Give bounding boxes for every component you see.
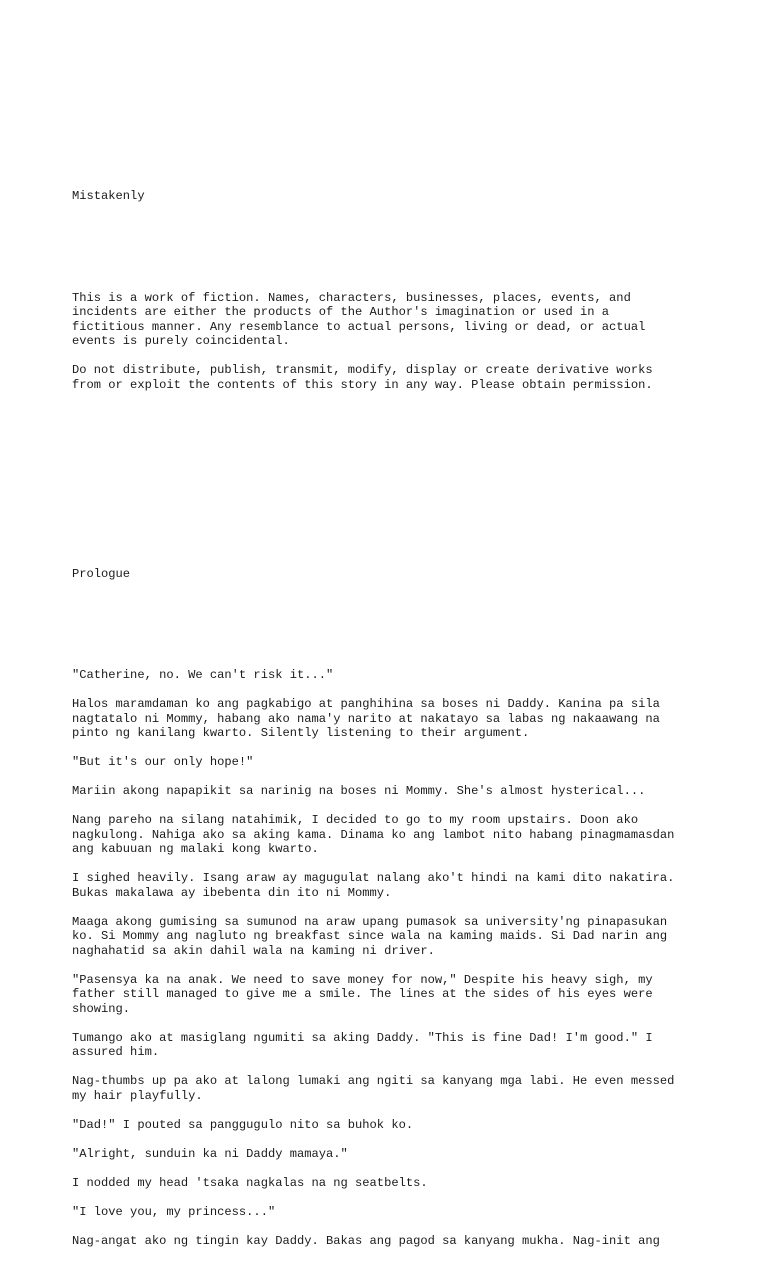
- text-line: Bukas makalawa ay ibebenta din ito ni Mommy.: [72, 885, 392, 900]
- chapter-heading: [72, 538, 732, 611]
- document-title: [72, 160, 732, 233]
- text-line: I sighed heavily. Isang araw ay magugulat nalang ako't hindi na kami dito nakatira.: [72, 871, 675, 885]
- text-line: "Pasensya ka na anak. We need to save money for now," Despite his heavy sigh, my: [72, 972, 653, 987]
- text-line: I nodded my head 'tsaka nagkalas na ng seatbelts.: [72, 1175, 428, 1190]
- text-line: ang kabuuan ng malaki kong kwarto.: [72, 842, 319, 856]
- text-line: father still managed to give me a smile. The lines at the sides of his eyes were: [72, 987, 653, 1001]
- text-line: nagtatalo ni Mommy, habang ako nama'y narito at nakatayo sa labas ng nakaawang na: [72, 711, 660, 726]
- text-line: Prologue: [72, 566, 131, 581]
- disclaimer-paragraph: [72, 291, 732, 349]
- text-line: showing.: [72, 1001, 131, 1016]
- text-line: incidents are either the products of the Author's imagination or used in a: [72, 305, 610, 319]
- story-paragraph: [72, 1031, 732, 1060]
- story-paragraph: [72, 1176, 732, 1191]
- text-line: Halos maramdaman ko ang pagkabigo at panghihina sa boses ni Daddy. Kanina pa sila: [72, 697, 660, 711]
- text-line: Mistakenly: [72, 189, 145, 203]
- text-line: my hair playfully.: [72, 1088, 203, 1103]
- text-line: "Alright, sunduin ka ni Daddy mamaya.": [72, 1146, 348, 1161]
- story-body: [72, 668, 732, 1248]
- text-line: Do not distribute, publish, transmit, modify, display or create derivative works: [72, 363, 653, 377]
- story-paragraph: [72, 813, 732, 857]
- text-line: Mariin akong napapikit sa narinig na boses ni Mommy. She's almost hysterical...: [72, 784, 646, 798]
- text-line: from or exploit the contents of this story in any way. Please obtain permission.: [72, 377, 653, 392]
- story-paragraph: [72, 973, 732, 1017]
- text-line: Nang pareho na silang natahimik, I decided to go to my room upstairs. Doon ako: [72, 813, 639, 827]
- text-line: "I love you, my princess...": [72, 1204, 276, 1219]
- story-paragraph: [72, 1118, 732, 1133]
- story-paragraph: [72, 1074, 732, 1103]
- story-paragraph: [72, 1234, 732, 1249]
- text-line: Nag-thumbs up pa ako at lalong lumaki ang ngiti sa kanyang mga labi. He even messed: [72, 1074, 675, 1088]
- text-line: assured him.: [72, 1045, 160, 1059]
- text-line: Maaga akong gumising sa sumunod na araw upang pumasok sa university'ng pinapasukan: [72, 914, 668, 929]
- text-line: "But it's our only hope!": [72, 755, 254, 769]
- text-line: fictitious manner. Any resemblance to actual persons, living or dead, or actual: [72, 319, 646, 334]
- text-line: Tumango ako at masiglang ngumiti sa aking Daddy. "This is fine Dad! I'm good." I: [72, 1030, 653, 1045]
- section-gap: [72, 450, 732, 494]
- story-paragraph: [72, 784, 732, 799]
- document-page: [72, 131, 732, 1277]
- story-paragraph: [72, 755, 732, 770]
- story-paragraph: [72, 668, 732, 683]
- text-line: nagkulong. Nahiga ako sa aking kama. Dinama ko ang lambot nito habang pinagmamasdan: [72, 827, 675, 842]
- story-paragraph: [72, 697, 732, 741]
- story-paragraph: [72, 1205, 732, 1220]
- text-line: naghahatid sa akin dahil wala na kaming ni driver.: [72, 943, 435, 958]
- text-line: ko. Si Mommy ang nagluto ng breakfast since wala na kaming maids. Si Dad narin ang: [72, 929, 668, 943]
- story-paragraph: [72, 1147, 732, 1162]
- disclaimer-section: [72, 291, 732, 393]
- text-line: "Catherine, no. We can't risk it...": [72, 668, 334, 682]
- text-line: Nag-angat ako ng tingin kay Daddy. Bakas ang pagod sa kanyang mukha. Nag-init ang: [72, 1233, 660, 1248]
- text-line: events is purely coincidental.: [72, 334, 290, 348]
- story-paragraph: [72, 915, 732, 959]
- text-line: "Dad!" I pouted sa panggugulo nito sa buhok ko.: [72, 1117, 414, 1132]
- text-line: This is a work of fiction. Names, characters, businesses, places, events, and: [72, 290, 631, 305]
- text-line: pinto ng kanilang kwarto. Silently listening to their argument.: [72, 726, 530, 740]
- disclaimer-paragraph: [72, 363, 732, 392]
- story-paragraph: [72, 871, 732, 900]
